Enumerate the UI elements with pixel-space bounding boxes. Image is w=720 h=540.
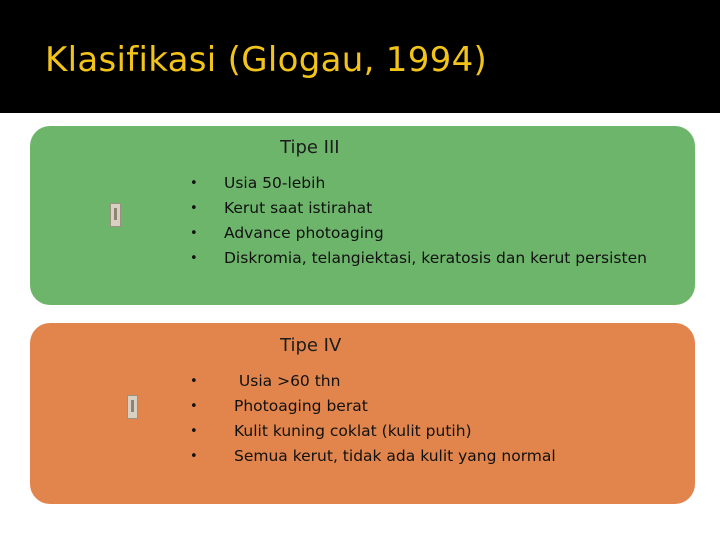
list-item xyxy=(190,221,647,246)
list-item-text: Usia >60 thn xyxy=(234,372,341,390)
panel-title-tipe-iii: Tipe III xyxy=(280,137,340,158)
bullet-icon: • xyxy=(190,424,198,439)
list-item-text: Advance photoaging xyxy=(224,224,384,242)
panel-title-tipe-iv: Tipe IV xyxy=(280,335,342,356)
bullet-icon: • xyxy=(190,176,198,191)
bullet-icon: • xyxy=(190,251,198,266)
panel-tipe-iii xyxy=(30,126,695,305)
list-item xyxy=(190,171,647,196)
list-item-text: Photoaging berat xyxy=(234,397,368,415)
tipe-iii-list xyxy=(190,171,647,271)
list-item-text: Usia 50-lebih xyxy=(224,174,326,192)
bullet-icon: • xyxy=(190,201,198,216)
list-item xyxy=(190,246,647,271)
list-item-text: Semua kerut, tidak ada kulit yang normal xyxy=(234,447,556,465)
title-bar xyxy=(0,0,720,113)
bullet-icon: • xyxy=(190,399,198,414)
list-item-text: Diskromia, telangiektasi, keratosis dan kerut persisten xyxy=(224,249,647,267)
panel-tipe-iv xyxy=(30,323,695,504)
bullet-icon: • xyxy=(190,449,198,464)
bullet-icon: • xyxy=(190,374,198,389)
list-item xyxy=(190,394,556,419)
bullet-icon: • xyxy=(190,226,198,241)
list-item xyxy=(190,419,556,444)
slide-title: Klasifikasi (Glogau, 1994) xyxy=(45,40,488,80)
list-item xyxy=(190,444,556,469)
list-item xyxy=(190,369,556,394)
tipe-iv-list xyxy=(190,369,556,469)
list-item-text: Kerut saat istirahat xyxy=(224,199,373,217)
thumbnail-image xyxy=(127,395,138,419)
list-item xyxy=(190,196,647,221)
thumbnail-image xyxy=(110,203,121,227)
list-item-text: Kulit kuning coklat (kulit putih) xyxy=(234,422,472,440)
